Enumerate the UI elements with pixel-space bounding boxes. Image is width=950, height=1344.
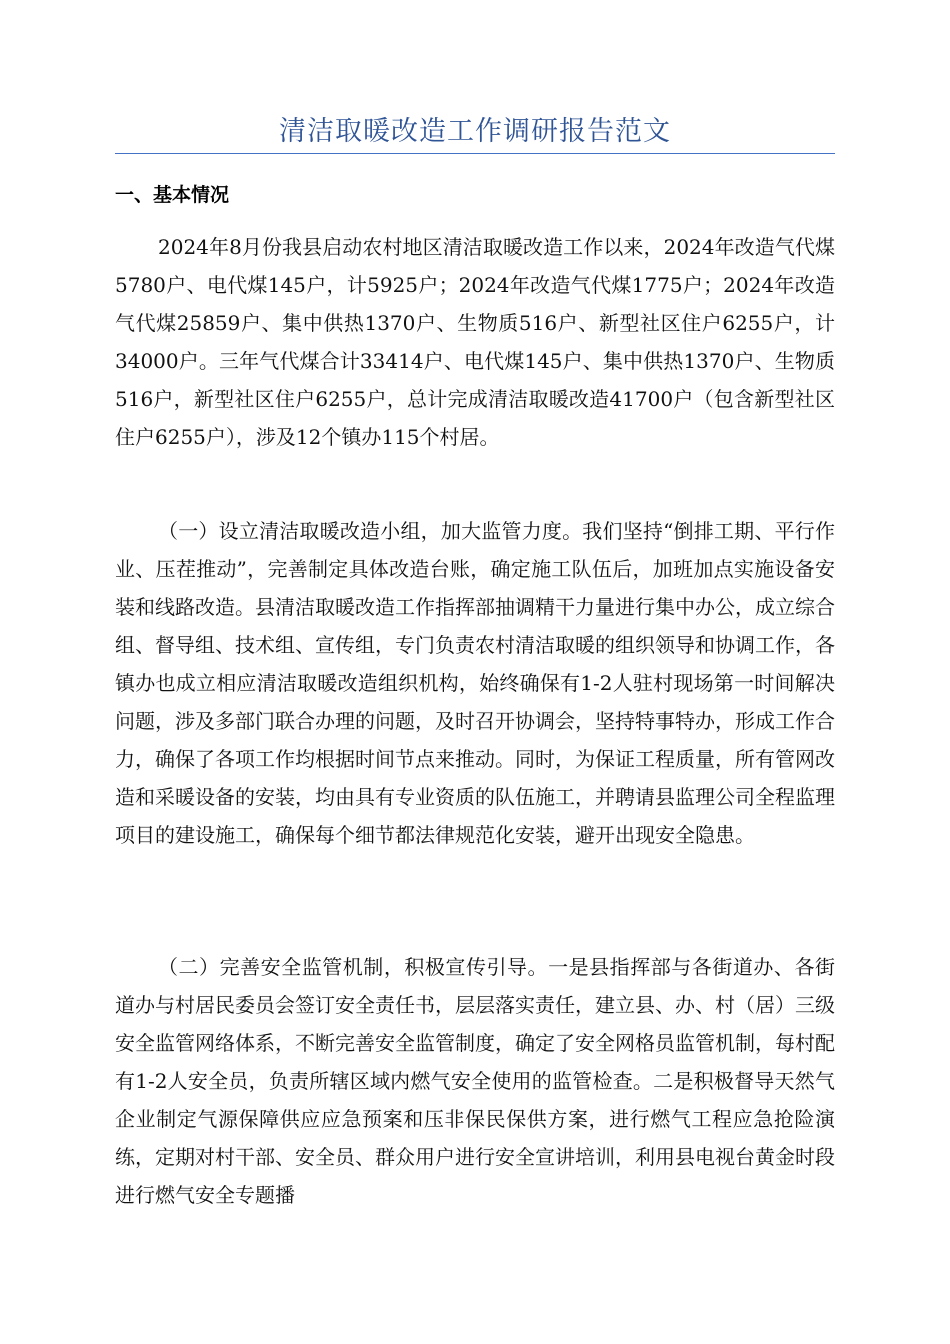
body-paragraph-2: （一）设立清洁取暖改造小组，加大监管力度。我们坚持“倒排工期、平行作业、压茬推动”，完善制定具体改造台账，确定施工队伍后，加班加点实施设备安装和线路改造。县清洁取暖改造工作指挥部抽调精干力量进行集中办公，成立综合组、督导组、技术组、宣传组，专门负责农村清洁取暖的组织领导和协调工作，各镇办也成立相应清洁取暖改造组织机构，始终确保有1-2人驻村现场第一时间解决问题，涉及多部门联合办理的问题，及时召开协调会，坚持特事特办，形成工作合力，确保了各项工作均根据时间节点来推动。同时，为保证工程质量，所有管网改造和采暖设备的安装，均由具有专业资质的队伍施工，并聘请县监理公司全程监理项目的建设施工，确保每个细节都法律规范化安装，避开出现安全隐患。	[115, 519, 835, 847]
body-paragraph-1: 2024年8月份我县启动农村地区清洁取暖改造工作以来，2024年改造气代煤5780户、电代煤145户，计5925户；2024年改造气代煤1775户；2024年改造气代煤25859户、集中供热1370户、生物质516户、新型社区住户6255户，计34000户。三年气代煤合计33414户、电代煤145户、集中供热1370户、生物质516户，新型社区住户6255户，总计完成清洁取暖改造41700户（包含新型社区住户6255户），涉及12个镇办115个村居。	[115, 235, 835, 449]
section-heading: 一、基本情况	[115, 184, 230, 206]
body-paragraph-3: （二）完善安全监管机制，积极宣传引导。一是县指挥部与各街道办、各街道办与村居民委员会签订安全责任书，层层落实责任，建立县、办、村（居）三级安全监管网络体系，不断完善安全监管制度，确定了安全网格员监管机制，每村配有1-2人安全员，负责所辖区域内燃气安全使用的监管检查。二是积极督导天然气企业制定气源保障供应应急预案和压非保民保供方案，进行燃气工程应急抢险演练，定期对村干部、安全员、群众用户进行安全宣讲培训，利用县电视台黄金时段进行燃气安全专题播	[115, 955, 835, 1207]
title-underline-divider	[115, 153, 835, 154]
document-title: 清洁取暖改造工作调研报告范文	[279, 116, 671, 147]
